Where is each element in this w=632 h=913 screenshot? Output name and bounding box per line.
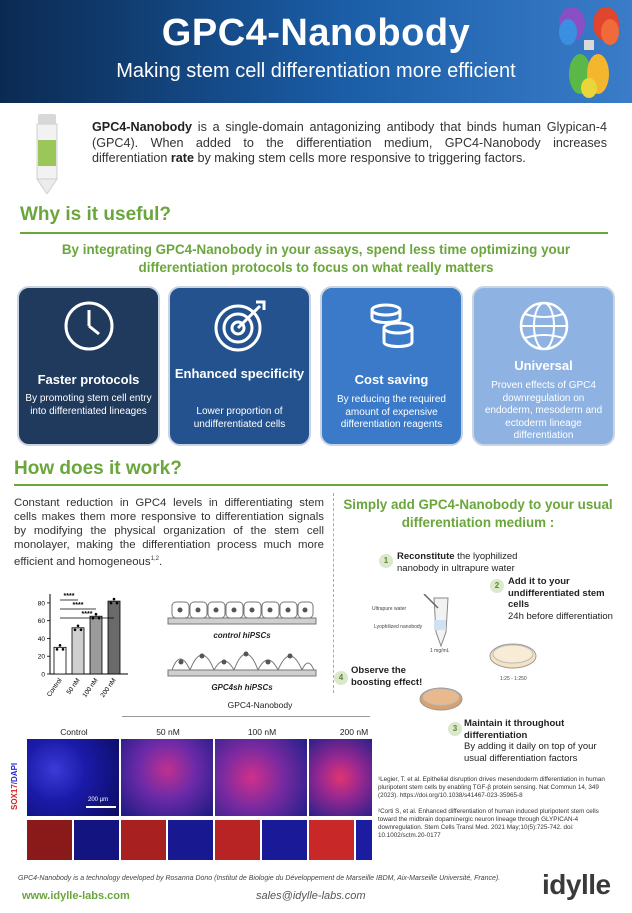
y-tick-label: 0 <box>41 671 45 679</box>
step-number: 3 <box>448 722 462 736</box>
data-point <box>110 602 113 605</box>
micro-small-control-red <box>27 820 72 860</box>
card-title: Cost saving <box>354 372 429 387</box>
micro-100nm <box>215 739 307 816</box>
nanobody-label: Lyophilized nanobody <box>374 624 423 630</box>
micro-small-200-blue <box>356 820 372 860</box>
step-1-bold: Reconstitute <box>397 551 455 562</box>
petri-dish-cells-icon <box>418 684 464 714</box>
nanobody-header-line <box>122 716 370 717</box>
dapi-label: /DAPI <box>10 762 19 785</box>
micro-small-control-blue <box>74 820 119 860</box>
data-point <box>74 628 77 631</box>
footer-note: GPC4-Nanobody is a technology developed by Rosanna Dono (Institut de Biologie du Développement de Marseille IBDM, Aix-Marseille Université, France). <box>18 875 501 882</box>
data-point <box>62 648 65 651</box>
significance-label: **** <box>63 593 75 600</box>
step-3-bold: Maintain it throughout differentiation <box>464 718 565 741</box>
reference-1: ¹Legier, T. et al. Epithelial disruption drives mesendoderm differentiation in human pluripotent stem cells by enabling TGF-β protein sensing. Nat Commun 14, 349 (2023). https://doi.org/10.1038/s41467-023-35965-8 <box>378 776 605 799</box>
data-point <box>116 602 119 605</box>
step-4 <box>351 665 431 688</box>
significance-label: **** <box>81 611 93 618</box>
100nm-column-label: 100 nM <box>247 727 277 737</box>
micro-control <box>27 739 119 816</box>
globe-icon <box>516 298 572 354</box>
reference-2: ²Corti S, et al. Enhanced differentiation of human induced pluripotent stem cells toward the midbrain dopaminergic neuron lineage through GLYPICAN-4 downregulation. Stem Cells Transl Med. 2021 May;10(5):725-742. doi: 10.1002/sctm.20-0177 <box>378 808 599 839</box>
page-title: GPC4-Nanobody <box>161 12 471 54</box>
x-tick-label: 100 nM <box>81 677 100 699</box>
how-text: Constant reduction in GPC4 levels in differentiating stem cells makes them more responsive to differentiation signals by modifying the physical organization of the stem cell monolayer, making the differentiation process much more efficient and homogeneous <box>14 497 324 568</box>
nanobody-header: GPC4-Nanobody <box>227 700 293 710</box>
gpc4sh-hipsc-label: GPC4sh hiPSCs <box>211 683 273 692</box>
stain-label <box>10 744 24 810</box>
bar <box>108 601 120 674</box>
bar <box>54 647 66 674</box>
step-number: 1 <box>379 554 393 568</box>
why-subtitle: By integrating GPC4-Nanobody in your assays, spend less time optimizing your differentiation protocols to focus on what really matters <box>61 242 571 275</box>
card-title: Universal <box>514 358 573 373</box>
step-1-text: the lyophilized nanobody in ultrapure water <box>397 551 518 574</box>
sox17-label: SOX17 <box>10 784 19 810</box>
step-2 <box>508 576 628 622</box>
step-number: 2 <box>490 579 504 593</box>
website-link[interactable]: www.idylle-labs.com <box>22 890 130 902</box>
simply-add-heading: Simply add GPC4-Nanobody to your usual differentiation medium : <box>343 497 613 530</box>
micro-50nm <box>121 739 213 816</box>
cell-monolayer-diagram <box>162 590 322 700</box>
200nm-column-label: 200 nM <box>339 727 369 737</box>
data-point <box>80 628 83 631</box>
micro-small-100-red <box>215 820 260 860</box>
water-label: Ultrapure water <box>372 606 407 612</box>
how-divider <box>14 484 608 486</box>
card-title: Faster protocols <box>37 372 140 387</box>
bar <box>72 628 84 674</box>
control-hipsc-label: control hiPSCs <box>213 631 271 640</box>
data-point <box>59 644 62 647</box>
intro-text-b: by making stem cells more responsive to triggering factors. <box>194 151 526 165</box>
bar <box>90 616 102 674</box>
concentration-label: 1 mg/mL <box>430 648 450 654</box>
coins-icon <box>364 298 420 354</box>
how-section-title: How does it work? <box>14 458 182 479</box>
why-section-title: Why is it useful? <box>20 204 171 225</box>
how-text-tail: . <box>158 555 163 568</box>
card-title: Enhanced specificity <box>174 366 305 381</box>
references <box>378 776 618 840</box>
product-tube-image <box>32 114 62 194</box>
step-2-bold: Add it to your undifferentiated stem cells <box>508 576 605 610</box>
significance-label: **** <box>72 602 84 609</box>
control-column-label: Control <box>60 727 88 737</box>
card-universal <box>472 286 615 446</box>
micro-small-50-red <box>121 820 166 860</box>
micro-small-100-blue <box>262 820 307 860</box>
micro-small-200-red <box>309 820 354 860</box>
x-tick-label: 50 nM <box>65 677 82 696</box>
why-divider <box>20 232 608 234</box>
scale-bar-label: 200 µm <box>88 797 109 803</box>
email-link[interactable]: sales@idylle-labs.com <box>256 890 366 902</box>
vial-reconstitution-diagram <box>372 594 472 654</box>
page-subtitle: Making stem cell differentiation more efficient <box>116 60 516 82</box>
y-tick-label: 40 <box>37 635 45 643</box>
micro-small-50-blue <box>168 820 213 860</box>
card-description: Proven effects of GPC4 downregulation on endoderm, mesoderm and ectoderm lineage differentiation <box>484 380 603 441</box>
how-superscript: 1,2 <box>150 556 159 562</box>
target-icon <box>212 298 268 354</box>
antibody-icon <box>556 4 622 100</box>
idylle-logo: idylle <box>542 869 611 900</box>
x-tick-label: 200 nM <box>99 677 118 699</box>
intro-text-a: is a single-domain antagonizing antibody that binds human Glypican-4 (GPC4). When added to the differentiation medium, GPC4-Nanobody increases differentiation <box>92 120 607 165</box>
step-3-text: By adding it daily on top of your usual differentiation factors <box>464 741 597 764</box>
card-description: By reducing the required amount of expensive differentiation reagents <box>337 394 446 430</box>
header-banner <box>0 0 632 103</box>
bar-chart <box>20 574 140 704</box>
data-point <box>113 598 116 601</box>
scale-bar <box>86 806 116 808</box>
y-tick-label: 60 <box>37 618 45 626</box>
step-number: 4 <box>334 671 348 685</box>
card-cost-saving <box>320 286 463 446</box>
micro-200nm <box>309 739 372 816</box>
intro-paragraph <box>92 120 607 167</box>
y-tick-label: 20 <box>37 653 45 661</box>
clock-icon <box>61 298 117 354</box>
50nm-column-label: 50 nM <box>156 727 180 737</box>
step-2-text: 24h before differentiation <box>508 610 613 622</box>
card-description: Lower proportion of undifferentiated cells <box>193 406 286 430</box>
card-description: By promoting stem cell entry into differentiated lineages <box>25 393 152 417</box>
dilution-label: 1:25 - 1:250 <box>500 676 527 682</box>
data-point <box>77 624 80 627</box>
intro-rate: rate <box>170 151 194 165</box>
x-tick-label: Control <box>45 677 64 699</box>
card-faster-protocols <box>17 286 160 446</box>
intro-product-name: GPC4-Nanobody <box>92 120 193 134</box>
data-point <box>56 648 59 651</box>
how-paragraph <box>14 496 324 569</box>
vertical-divider <box>333 493 334 693</box>
step-1 <box>397 551 543 574</box>
card-enhanced-specificity <box>168 286 311 446</box>
data-point <box>95 613 98 616</box>
y-tick-label: 80 <box>37 600 45 608</box>
step-4-bold: Observe the boosting effect! <box>351 665 423 688</box>
step-3 <box>464 718 614 764</box>
petri-dish-icon <box>488 636 538 684</box>
